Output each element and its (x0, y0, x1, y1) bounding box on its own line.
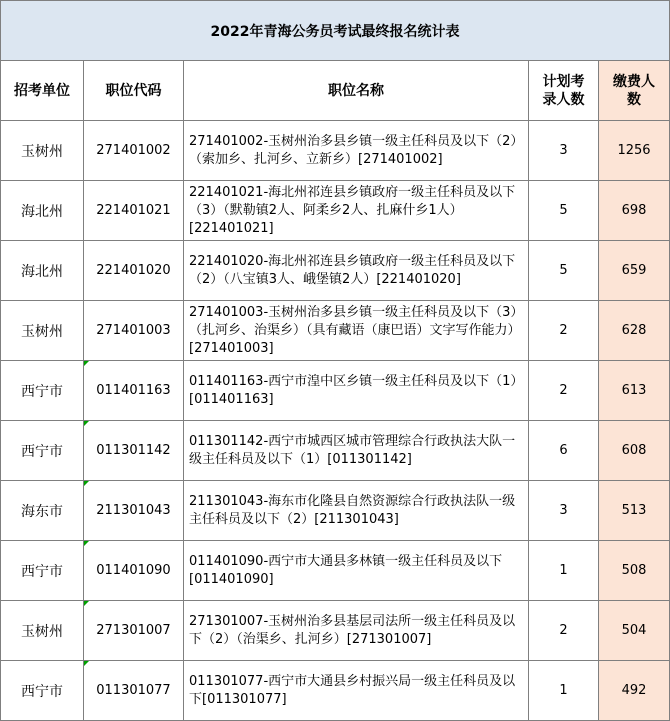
comment-marker-icon (84, 601, 89, 606)
cell-name: 271301007-玉树州治多县基层司法所一级主任科员及以下（2）（治渠乡、扎河乡）[271301007] (184, 601, 529, 661)
cell-plan: 2 (529, 361, 599, 421)
table-row (1, 121, 670, 181)
comment-marker-icon (84, 361, 89, 366)
table-row (1, 481, 670, 541)
header-name: 职位名称 (184, 61, 529, 121)
cell-plan: 6 (529, 421, 599, 481)
cell-fee: 504 (599, 601, 670, 661)
cell-unit: 西宁市 (1, 661, 84, 721)
cell-code (84, 421, 184, 481)
cell-plan: 5 (529, 241, 599, 301)
cell-code-text: 221401020 (96, 263, 171, 278)
header-fee: 缴费人数 (599, 61, 670, 121)
cell-code-text: 011401090 (96, 563, 171, 578)
cell-code (84, 241, 184, 301)
cell-unit: 海北州 (1, 181, 84, 241)
cell-name: 271401002-玉树州治多县乡镇一级主任科员及以下（2）（索加乡、扎河乡、立新乡）[271401002] (184, 121, 529, 181)
cell-fee: 513 (599, 481, 670, 541)
cell-plan: 1 (529, 661, 599, 721)
cell-fee: 613 (599, 361, 670, 421)
cell-fee: 492 (599, 661, 670, 721)
cell-fee: 659 (599, 241, 670, 301)
table-row (1, 421, 670, 481)
cell-code-text: 011401163 (96, 383, 171, 398)
cell-name: 221401021-海北州祁连县乡镇政府一级主任科员及以下（3）（默勒镇2人、阿柔乡2人、扎麻什乡1人）[221401021] (184, 181, 529, 241)
cell-code-text: 221401021 (96, 203, 171, 218)
comment-marker-icon (84, 481, 89, 486)
table-row (1, 361, 670, 421)
cell-plan: 2 (529, 301, 599, 361)
cell-fee: 608 (599, 421, 670, 481)
cell-code (84, 361, 184, 421)
cell-code-text: 211301043 (96, 503, 171, 518)
cell-name: 271401003-玉树州治多县乡镇一级主任科员及以下（3）（扎河乡、治渠乡）（具有藏语（康巴语）文字写作能力）[271401003] (184, 301, 529, 361)
cell-unit: 西宁市 (1, 541, 84, 601)
cell-code (84, 121, 184, 181)
cell-unit: 玉树州 (1, 121, 84, 181)
cell-code (84, 541, 184, 601)
header-code: 职位代码 (84, 61, 184, 121)
table-row (1, 301, 670, 361)
cell-code-text: 271401002 (96, 143, 171, 158)
cell-plan: 1 (529, 541, 599, 601)
header-row (1, 61, 670, 121)
cell-fee: 508 (599, 541, 670, 601)
cell-plan: 3 (529, 121, 599, 181)
cell-code (84, 481, 184, 541)
cell-fee: 698 (599, 181, 670, 241)
header-plan: 计划考录人数 (529, 61, 599, 121)
table-row (1, 661, 670, 721)
cell-name: 011401163-西宁市湟中区乡镇一级主任科员及以下（1）[011401163] (184, 361, 529, 421)
table-row (1, 241, 670, 301)
cell-code (84, 301, 184, 361)
table-body (1, 121, 670, 721)
cell-code (84, 601, 184, 661)
cell-unit: 玉树州 (1, 601, 84, 661)
cell-unit: 海北州 (1, 241, 84, 301)
cell-name: 011401090-西宁市大通县多林镇一级主任科员及以下[011401090] (184, 541, 529, 601)
table-row (1, 541, 670, 601)
table-row (1, 181, 670, 241)
table-title: 2022年青海公务员考试最终报名统计表 (1, 1, 670, 61)
cell-plan: 5 (529, 181, 599, 241)
comment-marker-icon (84, 541, 89, 546)
cell-fee: 1256 (599, 121, 670, 181)
cell-name: 011301142-西宁市城西区城市管理综合行政执法大队一级主任科员及以下（1）[011301142] (184, 421, 529, 481)
comment-marker-icon (84, 661, 89, 666)
cell-code-text: 011301142 (96, 443, 171, 458)
cell-code (84, 661, 184, 721)
cell-code-text: 271301007 (96, 623, 171, 638)
table-row (1, 601, 670, 661)
cell-unit: 海东市 (1, 481, 84, 541)
cell-code-text: 271401003 (96, 323, 171, 338)
cell-name: 221401020-海北州祁连县乡镇政府一级主任科员及以下（2）（八宝镇3人、峨堡镇2人）[221401020] (184, 241, 529, 301)
comment-marker-icon (84, 421, 89, 426)
cell-unit: 西宁市 (1, 361, 84, 421)
cell-code (84, 181, 184, 241)
cell-name: 211301043-海东市化隆县自然资源综合行政执法队一级主任科员及以下（2）[211301043] (184, 481, 529, 541)
cell-code-text: 011301077 (96, 683, 171, 698)
header-unit: 招考单位 (1, 61, 84, 121)
cell-plan: 2 (529, 601, 599, 661)
cell-fee: 628 (599, 301, 670, 361)
cell-name: 011301077-西宁市大通县乡村振兴局一级主任科员及以下[011301077] (184, 661, 529, 721)
cell-unit: 玉树州 (1, 301, 84, 361)
cell-unit: 西宁市 (1, 421, 84, 481)
cell-plan: 3 (529, 481, 599, 541)
